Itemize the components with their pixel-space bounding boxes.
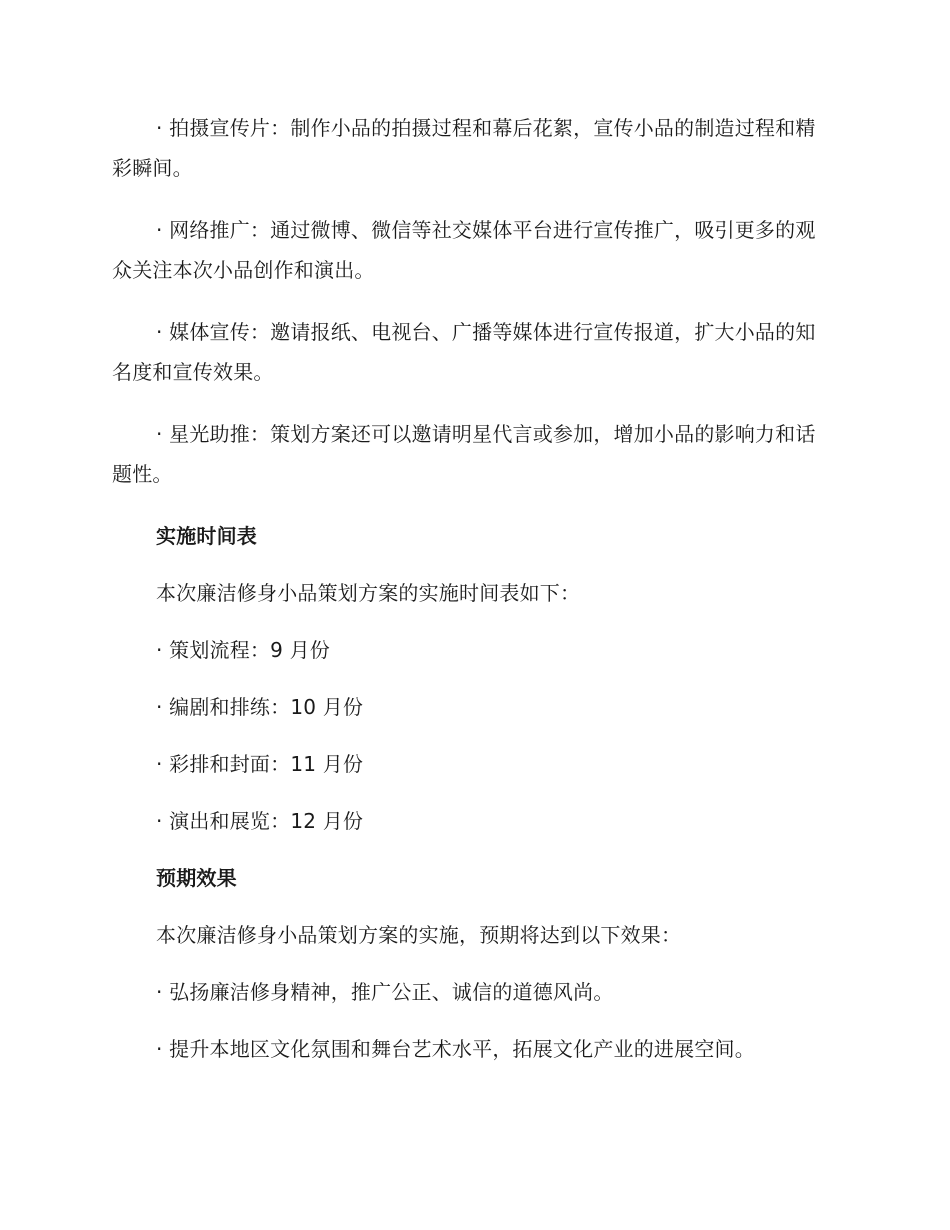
schedule-item-rehearsal: · 彩排和封面：11 月份 [156, 752, 364, 776]
schedule-item-performance: · 演出和展览：12 月份 [156, 809, 364, 833]
promotion-item-video: · 拍摄宣传片：制作小品的拍摄过程和幕后花絮，宣传小品的制造过程和精彩瞬间。 [112, 116, 816, 180]
promotion-item-celebrity: · 星光助推：策划方案还可以邀请明星代言或参加，增加小品的影响力和话题性。 [112, 422, 816, 486]
schedule-heading: 实施时间表 [156, 524, 257, 548]
effects-heading: 预期效果 [156, 866, 237, 890]
schedule-intro: 本次廉洁修身小品策划方案的实施时间表如下： [156, 581, 581, 605]
effects-item-culture: · 提升本地区文化氛围和舞台艺术水平，拓展文化产业的进展空间。 [156, 1037, 755, 1061]
schedule-item-planning: · 策划流程：9 月份 [156, 638, 330, 662]
schedule-item-scripting: · 编剧和排练：10 月份 [156, 695, 364, 719]
effects-intro: 本次廉洁修身小品策划方案的实施，预期将达到以下效果： [156, 923, 682, 947]
promotion-item-media: · 媒体宣传：邀请报纸、电视台、广播等媒体进行宣传报道，扩大小品的知名度和宣传效果。 [112, 320, 816, 384]
promotion-item-online: · 网络推广：通过微博、微信等社交媒体平台进行宣传推广，吸引更多的观众关注本次小品创作和演出。 [112, 218, 816, 282]
effects-item-integrity: · 弘扬廉洁修身精神，推广公正、诚信的道德风尚。 [156, 980, 614, 1004]
document-page [112, 108, 824, 1086]
